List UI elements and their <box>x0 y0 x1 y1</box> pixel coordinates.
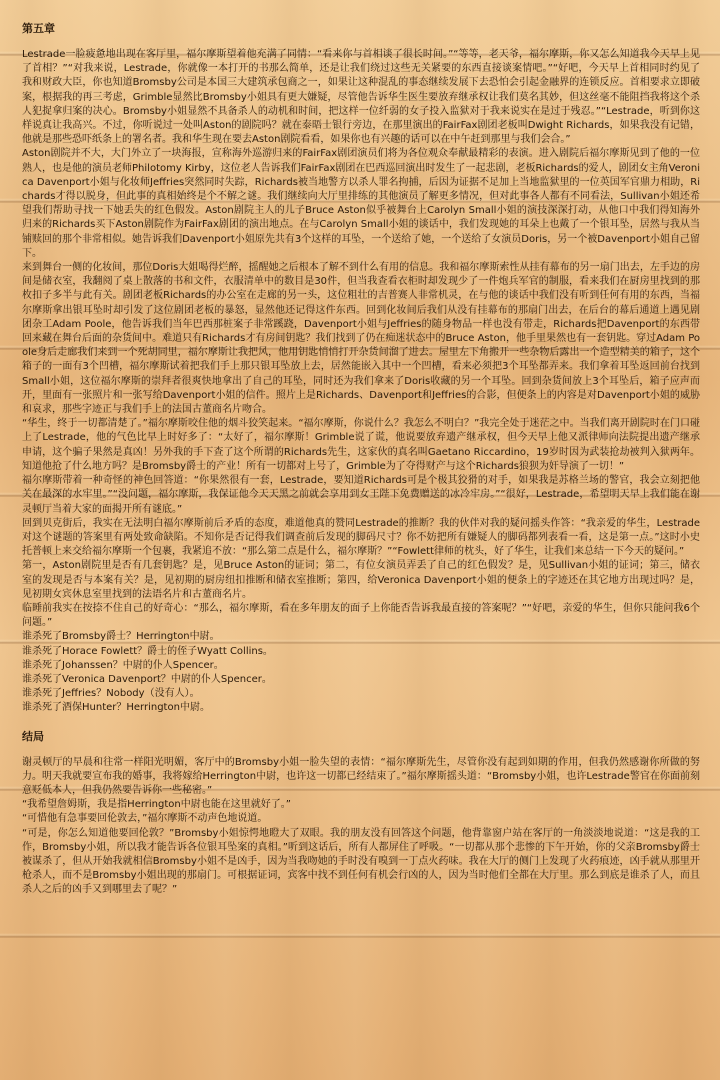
chapter-5-paragraph: 回到贝克街后，我实在无法明白福尔摩斯前后矛盾的态度，难道他真的赞同Lestrade的推断？我的伙伴对我的疑问摇头作答：“我亲爱的华生，Lestrade对这个谜题的答案里有两处致命缺陷。不知你是否记得我们调查前后发现的脚码尺寸？你不妨把所有嫌疑人的脚码都列表看一看，这是第一点。”这时小史托普顿上来交给福尔摩斯一个包裹，我紧追不放：“那么第二点是什么，福尔摩斯？”“Fowlett律师的枕头，好了华生，让我们来总结一下今天的疑问。” <box>22 517 700 558</box>
chapter-5-paragraph: 来到舞台一侧的化妆间，那位Doris大姐喝得烂醉，摇醒她之后根本了解不到什么有用的信息。我和福尔摩斯索性从挂有幕布的另一扇门出去，左手边的房间是储衣室，我翻阅了桌上散落的书和文件，衣服清单中的数目是30件，但当我查看衣柜时却发现少了一件炮兵军官的制服，看来我们在厨房里找到的那枚扣子多半与此有关。剧团老板Richards的办公室在走廊的另一头，这位粗壮的吉普赛人非常机灵，在与他的谈话中我们没有听到任何有用的东西，当福尔摩斯拿出银耳坠时却引发了这位剧团老板的暴怒，显然他还记得这件东西。回到化妆间后我们从没有挂幕布的那扇门出去，在后台的幕后通道上遇见剧团杂工Adam Poole，他告诉我们当年巴西那桩案子非常蹊跷，Davenport小姐与Jeffries的随身物品一样也没有带走，Richards把Davenport的东西带回来藏在舞台后面的杂货间中。难道只有Richards才有房间钥匙？我们找到了仍在痴迷状态中的Bruce Aston，他手里果然也有一套钥匙。穿过Adam Poole身后走廊我们来到一个死胡同里，福尔摩斯让我把风，他用钥匙悄悄打开杂货间溜了进去。屋里左下角搬开一些杂物后露出一个造型精美的箱子，这个箱子的一面有3个凹槽，福尔摩斯试着把我们手上那只银耳坠放上去，居然能嵌入其中一个凹槽，看来必须把3个耳坠都弄来。我们拿着耳坠返回前台找到Small小姐，这位福尔摩斯的崇拜者很爽快地拿出了自己的耳坠，同时还为我们拿来了Doris收藏的另一个耳坠。回到杂货间放上3个耳坠后，箱子应声而开，里面有一张照片和一张写给Davenport小姐的信件。照片上是Richards、Davenport和Jeffries的合影，但便条上的内容是对Davenport小姐的威胁和哀求，那些字迹正与我们手上的法国古董商名片吻合。 <box>22 262 700 416</box>
question-line: 谁杀死了Horace Fowlett？爵士的侄子Wyatt Collins。 <box>22 645 273 657</box>
document-page <box>22 22 700 1062</box>
question-line: 谁杀死了Veronica Davenport？中尉的仆人Spencer。 <box>22 673 272 685</box>
ending-paragraph: 谢灵顿厅的早晨和往常一样阳光明媚，客厅中的Bromsby小姐一脸失望的表情：“福尔摩斯先生，尽管你没有起到如期的作用，但我仍然感谢你所做的努力。明天我就要宣布我的婚事，我将嫁给Herrington中尉，也许这一切都已经结束了。”福尔摩斯摇头道：“Bromsby小姐，也许Lestrade警官在你面前刻意贬低本人，但我仍然要告诉你一些秘密。” <box>22 756 700 796</box>
ending-paragraph: “可惜他有急事要回伦敦去，”福尔摩斯不动声色地说道。 <box>22 813 268 825</box>
chapter-5-paragraph: “华生，终于一切都清楚了。”福尔摩斯咬住他的烟斗狡笑起来。“福尔摩斯，你说什么？我怎么不明白？”我完全处于迷茫之中。当我们离开剧院时在门口碰上了Lestrade，他的气色比早上时好多了：“太好了，福尔摩斯！Grimble说了谎，他说要放弃遗产继承权，但今天早上他又派律师向法院提出遗产继承申请，这个骗子果然是真凶！另外我的手下查了这个所谓的Richards先生，这家伙的真名叫Gaetano Riccardino，19岁时因为武装抢劫被判入狱两年。知道他抢了什么地方吗？是Bromsby爵士的产业！所有一切都对上号了，Grimble为了夺得财产与这个Richards狼狈为奸导演了一切！” <box>22 418 700 472</box>
chapter-5-paragraph: Lestrade一脸疲惫地出现在客厅里，福尔摩斯望着他充满了同情：“看来你与首相谈了很长时间。”“等等，老天爷，福尔摩斯，你又怎么知道我今天早上见了首相？”“对我来说，Lestrade，你就像一本打开的书那么简单，还是让我们绕过这些无关紧要的东西直接谈案情吧。”“好吧，今天早上首相同时约见了我和财政大臣，你也知道Bromsby公司是本国三大建筑承包商之一，如果让这种混乱的事态继续发展下去恐怕会引起金融界的连锁反应。首相要求立即破案，根据我的再三考虑，Grimble显然比Bromsby小姐具有更大嫌疑，尽管他告诉华生医生要放弃继承权让我们莫名其妙，但这丝毫不能阻挡我将这个杀人犯捉拿归案的决心。Bromsby小姐显然不具备杀人的动机和时间，把这样一位纤弱的女子投入监狱对于我来说实在是过于残忍。”“Lestrade，听到你这样说真让我高兴。不过，你听说过一处叫Aston的剧院吗？就在泰晤士银行旁边，在那里演出的FairFax剧团老板叫Dwight Richards，如果我没有记错，他就是那些恐吓纸条上的署名者。我和华生现在要去Aston剧院看看，如果你也有兴趣的话可以在中午赶到那里与我们会合。” <box>22 49 700 146</box>
question-line: 谁杀死了Bromsby爵士？Herrington中尉。 <box>22 631 220 643</box>
question-line: 谁杀死了Jeffries？Nobody（没有人）。 <box>22 688 200 700</box>
chapter-5-paragraph: Aston剧院并不大，大门外立了一块海报，宣称海外巡游归来的FairFax剧团演员们将为各位观众奉献最精彩的表演。进入剧院后福尔摩斯见到了他的一位熟人，也是他的演员老师Philotomy Kirby，这位老人告诉我们FairFax剧团在巴西巡回演出时发生了一起悲剧，老板Richards的爱人，剧团女主角Veronica Davenport小姐与化妆师Jeffries突然同时失踪，Richards被当地警方以杀人罪名拘捕，后因为证据不足加上当地监狱里的一位英国军官鼎力相助，Richards才得以脱身，但此事的真相始终是个不解之谜。我们继续向大厅里排练的其他演员了解更多情况，但对此事各人都有不同看法，Sullivan小姐还希望我们帮助寻找一下她丢失的红色假发。Aston剧院主人的儿子Bruce Aston似乎被舞台上Carolyn Small小姐的演技深深打动，从他口中我们得知海外归来的Richards买下Aston剧院作为FairFax剧团的演出地点。在与Carolyn Small小姐的谈话中，我们发现她的耳朵上也戴了一个银耳坠，居然与我从当铺赎回的那个非常相似。她告诉我们Davenport小姐原先共有3个这样的耳坠，一个送给了她，一个送给了女演员Doris，另一个被Davenport小姐自己留下。 <box>22 148 700 259</box>
ending-title: 结局 <box>22 729 44 743</box>
ending-paragraph: “可是，你怎么知道他要回伦敦？”Bromsby小姐惊愕地瞪大了双眼。我的朋友没有回答这个问题，他背靠窗户站在客厅的一角淡淡地说道：“这是我的工作，Bromsby小姐，所以我才能告诉各位银耳坠案的真相。”听到这话后，所有人都屏住了呼吸。“一切都从那个悲惨的下午开始，你的父亲Bromsby爵士被谋杀了，但从开始我就相信Bromsby小姐不是凶手，因为当我吻她的手时没有嗅到一丁点火药味。我在大厅的侧门上发现了火药痕迹，凶手就从那里开枪杀人，而不是Bromsby小姐出现的那扇门。可根据证词，宾客中找不到任何有机会行凶的人，因为当时他们全都在大厅里。那么到底是谁杀了人，而且杀人之后的凶手又到哪里去了呢？” <box>22 827 700 896</box>
question-line: 谁杀死了酒保Hunter？Herrington中尉。 <box>22 702 210 714</box>
chapter-5-paragraph: 临睡前我实在按捺不住自己的好奇心：“那么，福尔摩斯，看在多年朋友的面子上你能否告诉我最直接的答案呢？”“好吧，亲爱的华生，但你只能问我6个问题。” <box>22 602 700 629</box>
chapter-5-title: 第五章 <box>22 22 55 35</box>
chapter-5-paragraph: 第一，Aston剧院里是否有几套钥匙？是，见Bruce Aston的证词；第二，有位女演员弄丢了自己的红色假发？是，见Sullivan小姐的证词；第三，储衣室的发现是否与本案有关？是，见初期的厨房纽扣推断和储衣室推断；第四，给Veronica Davenport小姐的便条上的字迹还在其它地方出现过吗？是，见初期女宾休息室里找到的法语名片和古董商名片。 <box>22 560 700 600</box>
ending-paragraph: “我希望詹姆斯，我是指Herrington中尉也能在这里就好了。” <box>22 799 291 811</box>
section-spacer <box>22 716 700 730</box>
question-line: 谁杀死了Johanssen？中尉的仆人Spencer。 <box>22 659 224 671</box>
chapter-5-paragraph: 福尔摩斯带着一种奇怪的神色回答道：“你果然很有一套，Lestrade，要知道Richards可是个极其狡猾的对手，如果我是苏格兰场的警官，我会立刻把他关在最深的水牢里。”“没问题，福尔摩斯，我保证他今天天黑之前就会享用到女王陛下免费赠送的冰冷牢房。”“很好，Lestrade，希望明天早上我们能在谢灵顿厅当着大家的面揭开所有谜底。” <box>22 475 700 515</box>
